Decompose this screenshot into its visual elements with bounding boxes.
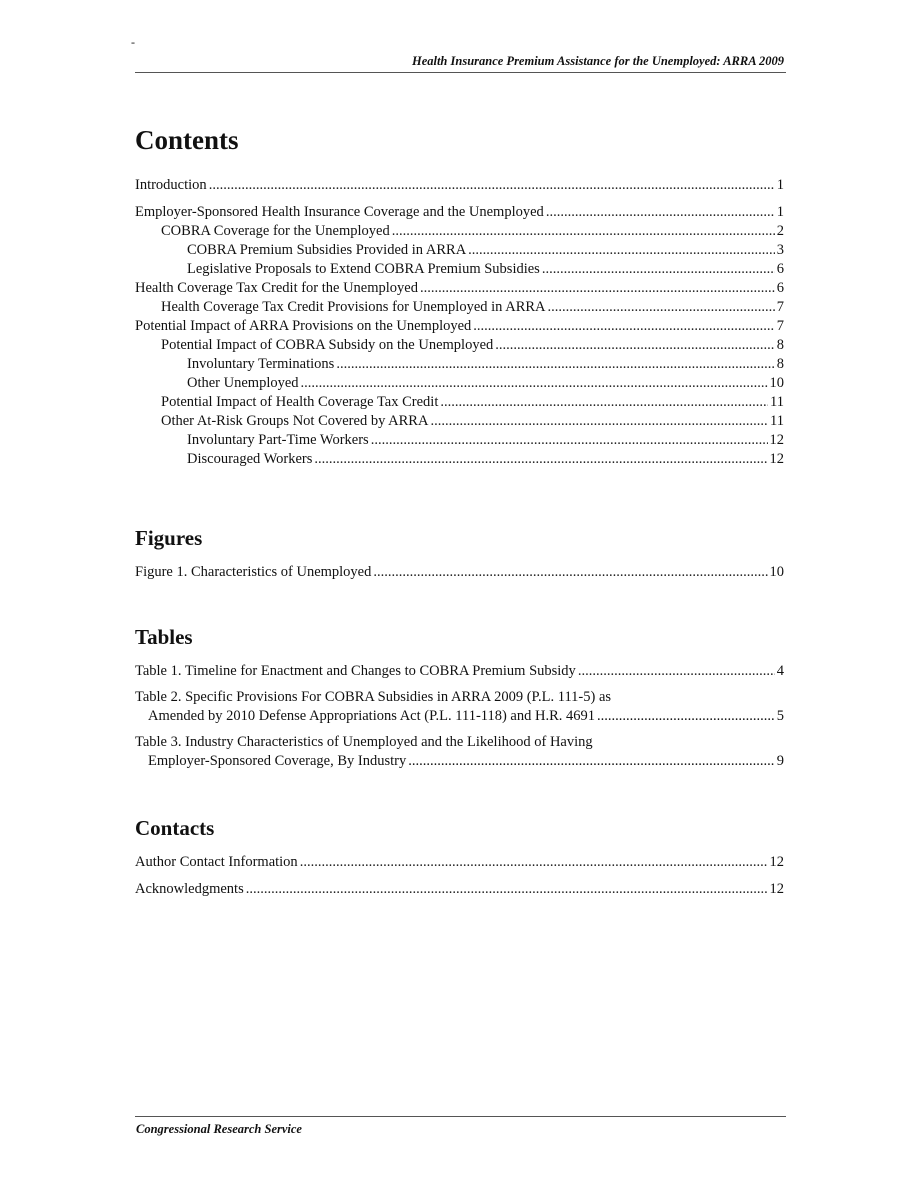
table-entry-page: 9 [776, 753, 784, 769]
dot-leader [371, 431, 768, 450]
dot-leader [597, 707, 775, 726]
contact-entry-author[interactable] [135, 853, 784, 872]
figure-entry-page: 10 [769, 564, 784, 580]
dot-leader [300, 853, 768, 872]
toc-entry-label: Health Coverage Tax Credit Provisions for Unemployed in ARRA [161, 299, 546, 315]
toc-entry-label: Involuntary Terminations [187, 356, 335, 372]
dot-leader [209, 176, 775, 195]
dot-leader [392, 222, 775, 241]
toc-entry-label: Employer-Sponsored Health Insurance Coverage and the Unemployed [135, 204, 544, 220]
tables-list [135, 662, 784, 771]
toc-entry-page: 3 [776, 242, 784, 258]
toc-entry-label: Potential Impact of COBRA Subsidy on the Unemployed [161, 337, 494, 353]
toc-entry-label: Potential Impact of ARRA Provisions on the Unemployed [135, 318, 472, 334]
toc-entry-page: 6 [776, 261, 784, 277]
figure-entry-label: Figure 1. Characteristics of Unemployed [135, 564, 372, 580]
toc-entry-page: 8 [776, 337, 784, 353]
toc-entry-label: Other At-Risk Groups Not Covered by ARRA [161, 413, 429, 429]
toc-entry-other-at-risk[interactable] [135, 412, 784, 431]
toc-entry-label: Potential Impact of Health Coverage Tax Credit [161, 394, 439, 410]
toc-entry-label: COBRA Premium Subsidies Provided in ARRA [187, 242, 467, 258]
dot-leader [546, 203, 775, 222]
contacts-list [135, 853, 784, 899]
toc-entry-cobra-coverage[interactable] [135, 222, 784, 241]
table-entry-label: Table 1. Timeline for Enactment and Changes to COBRA Premium Subsidy [135, 663, 576, 679]
running-header-title: Health Insurance Premium Assistance for the Unemployed: ARRA 2009 [411, 54, 784, 68]
toc-entry-employer-sponsored[interactable] [135, 203, 784, 222]
toc-entry-introduction[interactable] [135, 176, 784, 195]
dot-leader [314, 450, 767, 469]
toc-entry-label: Health Coverage Tax Credit for the Unemployed [135, 280, 418, 296]
contact-entry-page: 12 [769, 854, 784, 870]
dot-leader [468, 241, 775, 260]
toc-entry-page: 10 [769, 375, 784, 391]
toc-entry-page: 8 [776, 356, 784, 372]
toc-entry-page: 11 [770, 394, 784, 410]
contact-entry-label: Author Contact Information [135, 854, 298, 870]
dot-leader [336, 355, 774, 374]
toc-entry-potential-impact[interactable] [135, 317, 784, 336]
toc-entry-cobra-subsidies[interactable] [135, 241, 784, 260]
dot-leader [420, 279, 775, 298]
running-footer [135, 1116, 786, 1136]
contacts-heading: Contacts [135, 816, 215, 840]
table-entry-label-line2: Amended by 2010 Defense Appropriations Act (P.L. 111-118) and H.R. 4691 [148, 708, 596, 724]
toc-entry-involuntary-part-time[interactable] [135, 431, 784, 450]
dot-leader [542, 260, 775, 279]
dot-leader [301, 374, 768, 393]
dot-leader [578, 662, 775, 681]
toc-entry-legislative-proposals[interactable] [135, 260, 784, 279]
dot-leader [495, 336, 774, 355]
contents-heading: Contents [135, 125, 239, 155]
running-header [135, 52, 786, 73]
contact-entry-label: Acknowledgments [135, 881, 244, 897]
tables-heading: Tables [135, 625, 193, 649]
toc-entry-page: 7 [776, 299, 784, 315]
dot-leader [548, 298, 775, 317]
contact-entry-page: 12 [769, 881, 784, 897]
toc-entry-label: Involuntary Part-Time Workers [187, 432, 369, 448]
toc-entry-impact-cobra-subsidy[interactable] [135, 336, 784, 355]
toc-entry-page: 11 [770, 413, 784, 429]
dot-leader [408, 752, 775, 771]
toc-entry-health-coverage-tax-credit[interactable] [135, 279, 784, 298]
figures-heading: Figures [135, 526, 203, 550]
figure-entry-1[interactable] [135, 563, 784, 582]
dot-leader [373, 563, 767, 582]
dot-leader [440, 393, 768, 412]
contact-entry-acknowledgments[interactable] [135, 880, 784, 899]
toc-entry-page: 12 [769, 451, 784, 467]
toc-entry-page: 6 [776, 280, 784, 296]
table-entry-label-line1: Table 3. Industry Characteristics of Unemployed and the Likelihood of Having [135, 734, 593, 750]
page-mark: - [131, 35, 135, 49]
table-entry-1[interactable] [135, 662, 784, 681]
toc-entry-label: COBRA Coverage for the Unemployed [161, 223, 390, 239]
toc-entry-label: Other Unemployed [187, 375, 299, 391]
contents-list [135, 176, 784, 469]
dot-leader [473, 317, 774, 336]
dot-leader [246, 880, 768, 899]
figures-list [135, 563, 784, 582]
toc-entry-hctc-provisions[interactable] [135, 298, 784, 317]
toc-entry-involuntary-terminations[interactable] [135, 355, 784, 374]
dot-leader [430, 412, 768, 431]
toc-entry-page: 1 [776, 204, 784, 220]
footer-publisher: Congressional Research Service [136, 1122, 302, 1136]
toc-entry-impact-hctc[interactable] [135, 393, 784, 412]
toc-entry-label: Discouraged Workers [187, 451, 313, 467]
table-entry-label-line1: Table 2. Specific Provisions For COBRA Subsidies in ARRA 2009 (P.L. 111-5) as [135, 689, 612, 705]
table-entry-page: 4 [776, 663, 784, 679]
toc-entry-label: Introduction [135, 177, 207, 193]
toc-entry-page: 1 [776, 177, 784, 193]
table-entry-2[interactable] [135, 688, 784, 726]
toc-entry-discouraged-workers[interactable] [135, 450, 784, 469]
table-entry-3[interactable] [135, 733, 784, 771]
toc-entry-label: Legislative Proposals to Extend COBRA Premium Subsidies [187, 261, 540, 277]
toc-entry-page: 2 [776, 223, 784, 239]
table-entry-label-line2: Employer-Sponsored Coverage, By Industry [148, 753, 407, 769]
toc-entry-page: 12 [769, 432, 784, 448]
toc-entry-other-unemployed[interactable] [135, 374, 784, 393]
table-entry-page: 5 [776, 708, 784, 724]
toc-entry-page: 7 [776, 318, 784, 334]
